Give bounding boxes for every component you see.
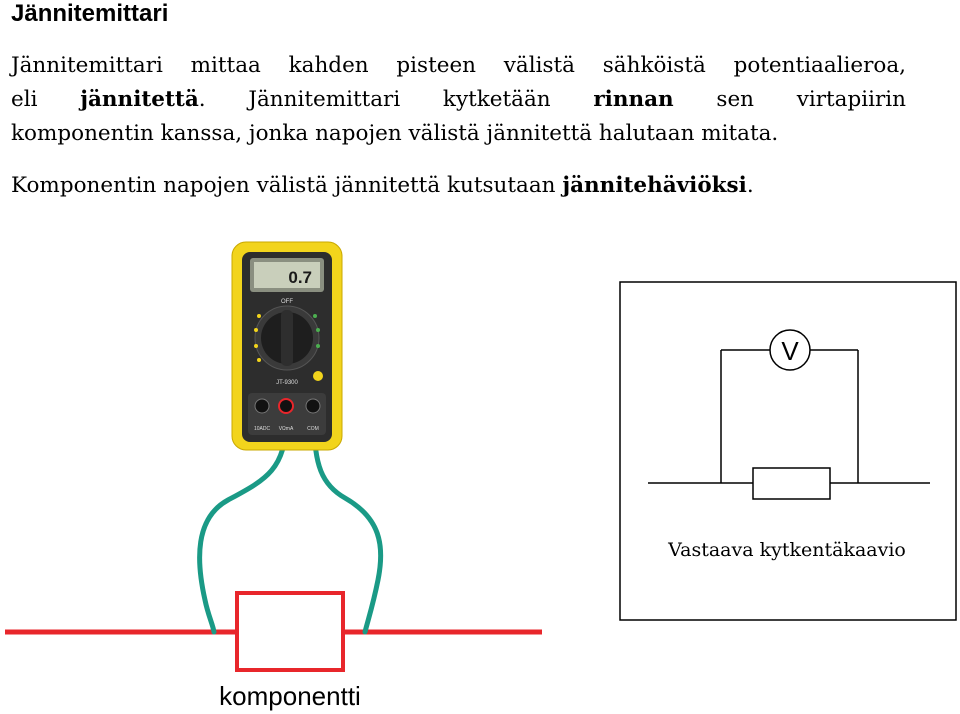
intro-text: eli [11, 87, 38, 112]
component-box [237, 593, 343, 670]
multimeter [232, 242, 342, 450]
lcd-value: 0.7 [288, 268, 312, 287]
circuit-wire [5, 593, 542, 670]
page-title: Jännitemittari [11, 0, 169, 27]
drop-end: . [746, 173, 754, 198]
schematic-caption: Vastaava kytkentäkaavio [668, 539, 906, 561]
intro-line-3: komponentin kanssa, jonka napojen välistä jännitettä halutaan mitata. [11, 121, 779, 146]
voltmeter-letter: V [781, 336, 799, 366]
component-label: komponentti [219, 681, 361, 711]
intro-line-1: Jännitemittari mittaa kahden pisteen välistä sähköistä potentiaalieroa, [11, 53, 906, 78]
resistor-symbol [753, 468, 830, 499]
drop-text: Komponentin napojen välistä jännitettä kutsutaan [11, 173, 556, 198]
term-voltage: jännitettä [80, 87, 199, 112]
intro-text: sen virtapiirin [716, 87, 907, 112]
jack-label: VΩmA [278, 426, 294, 432]
term-parallel: rinnan [593, 87, 674, 112]
schematic-diagram [620, 282, 956, 620]
jack-com [306, 399, 320, 413]
jack-10a [255, 399, 269, 413]
dial-off-label: OFF [281, 299, 293, 305]
jack-label: 10ADC [253, 426, 271, 432]
intro-text: . Jännitemittari kytketään [198, 87, 551, 112]
dial-indicator-icon [313, 371, 323, 381]
term-voltage-drop: jännitehäviöksi [562, 173, 747, 198]
model-label: JT-9300 [276, 380, 298, 386]
jack-label: COM [307, 426, 319, 432]
jack-v-ohm [279, 399, 293, 413]
